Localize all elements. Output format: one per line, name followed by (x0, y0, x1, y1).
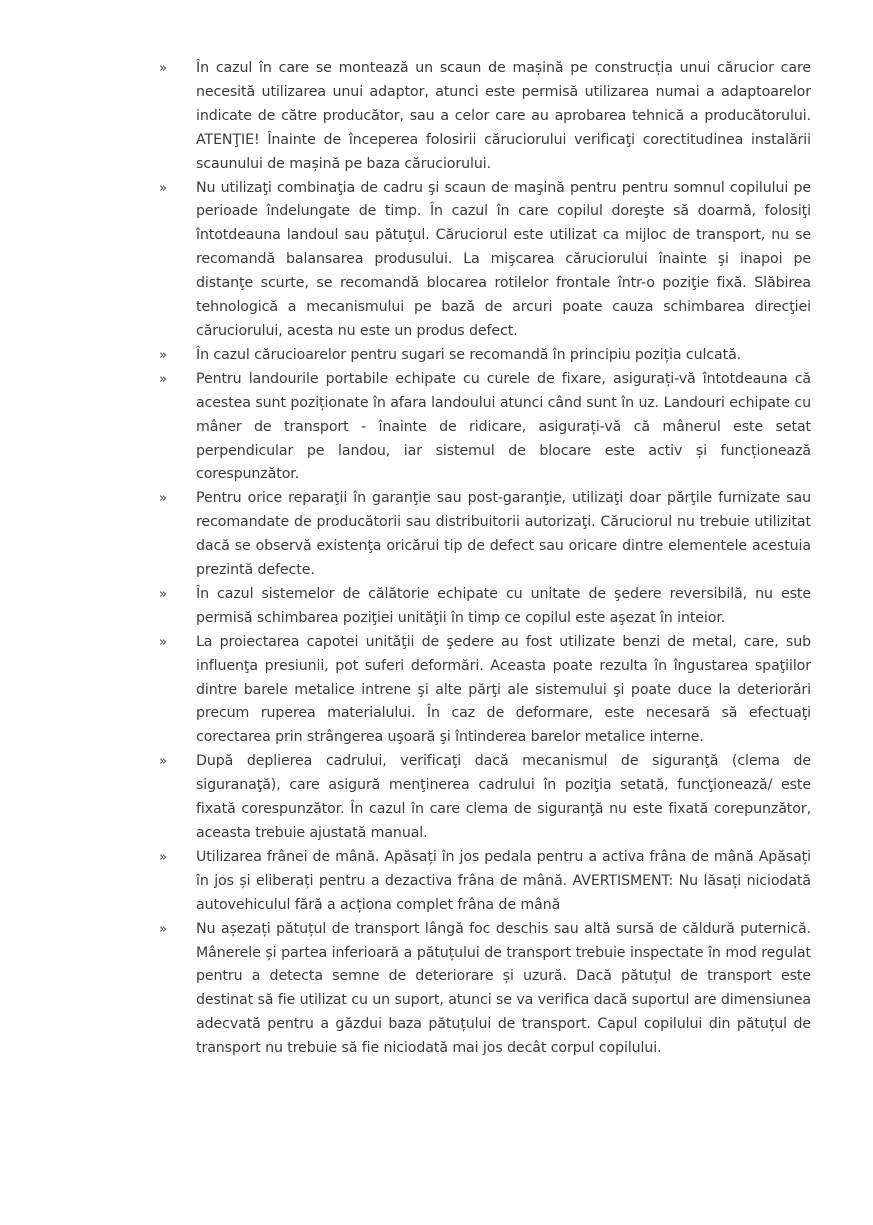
list-item-text: Pentru landourile portabile echipate cu curele de fixare, asigurați-vă întotdeauna că acestea sunt poziționate în afara landoului atunci când sunt în uz. Landouri echipate cu mâner de transport - înainte de ridicare, asigurați-vă că mânerul este setat perpendicular pe landou, iar sistemul de blocare este activ și funcționează corespunzător. (196, 370, 811, 483)
list-item (155, 918, 811, 1061)
bullet-marker: » (159, 61, 167, 76)
list-item (155, 631, 811, 751)
list-item (155, 57, 811, 177)
list-item-text: După deplierea cadrului, verificaţi dacă mecanismul de siguranţă (clema de siguranaţă), care asigură menţinerea cadrului în poziţia setată, funcţionează/ este fixată corespunzător. În cazul în care clema de siguranţă nu este fixată corepunzător, aceasta trebuie ajustată manual. (196, 753, 811, 841)
list-item-text: Utilizarea frânei de mână. Apăsați în jos pedala pentru a activa frâna de mână Apăsați în jos și eliberați pentru a dezactiva frâna de mână. AVERTISMENT: Nu lăsați niciodată autovehiculul fără a acționa complet frâna de mână (196, 848, 811, 913)
safety-instructions-list (155, 57, 811, 1061)
bullet-marker: » (159, 180, 167, 196)
bullet-marker: » (159, 347, 167, 363)
bullet-marker: » (159, 634, 167, 650)
bullet-marker: » (159, 586, 167, 602)
bullet-marker: » (159, 849, 167, 865)
list-item-text: În cazul în care se montează un scaun de mașină pe construcția unui cărucior care necesită utilizarea unui adaptor, atunci este permisă utilizarea numai a adaptoarelor indicate de către producător, sau a celor care au aprobarea tehnică a producătorului. ATENŢIE! Înainte de începerea folosirii căruciorului verificaţi corectitudinea instalării scaunului de mașină pe baza căruciorului. (196, 60, 811, 172)
list-item (155, 846, 811, 918)
list-item-text: La proiectarea capotei unităţii de şedere au fost utilizate benzi de metal, care, sub influenţa presiunii, pot suferi deformări. Aceasta poate rezulta în îngustarea spaţiilor dintre barele metalice intrene şi alte părţi ale sistemului şi poate duce la deteriorări precum ruperea materialului. În caz de deformare, este necesară să efectuaţi corectarea prin strângerea uşoară şi întinderea barelor metalice interne. (196, 633, 811, 746)
bullet-marker: » (159, 491, 167, 507)
list-item (155, 344, 811, 368)
list-item-text: Nu utilizaţi combinaţia de cadru şi scaun de maşină pentru pentru somnul copilului pe perioade îndelungate de timp. În cazul în care copilul doreşte să doarmă, folosiţi întotdeauna landoul sau pătuţul. Căruciorul este utilizat ca mijloc de transport, nu se recomandă balansarea produsului. La mişcarea căruciorului înainte şi inapoi pe distanţe scurte, se recomandă blocarea rotilelor frontale într-o poziţie fixă. Slăbirea tehnologică a mecanismului pe bază de arcuri poate cauza schimbarea direcţiei căruciorului, acesta nu este un produs defect. (196, 179, 811, 339)
list-item (155, 177, 811, 344)
bullet-marker: » (159, 754, 167, 770)
list-item-text: În cazul cărucioarelor pentru sugari se recomandă în principiu poziția culcată. (196, 346, 742, 363)
list-item-text: În cazul sistemelor de călătorie echipate cu unitate de şedere reversibilă, nu este permisă schimbarea poziţiei unităţii în timp ce copilul este aşezat în inteior. (196, 585, 811, 626)
list-item (155, 583, 811, 631)
bullet-marker: » (159, 371, 167, 387)
list-item-text: Pentru orice reparaţii în garanţie sau post-garanţie, utilizaţi doar părţile furnizate sau recomandate de producătorii sau distribuitorii autorizaţi. Căruciorul nu trebuie utilizitat dacă se observă existenţa oricărui tip de defect sau oricare dintre elementele acestuia prezintă defecte. (196, 490, 811, 579)
list-item (155, 368, 811, 488)
list-item (155, 487, 811, 583)
list-item-text: Nu așezați pătuțul de transport lângă foc deschis sau altă sursă de căldură puternică. Mânerele și partea inferioară a pătuțului de transport trebuie inspectate în mod regulat pentru a detecta semne de deteriorare și uzură. Dacă pătuțul de transport este destinat să fie utilizat cu un suport, atunci se va verifica dacă suportul are dimensiunea adecvată pentru a găzdui baza pătuțului de transport. Capul copilului din pătuțul de transport nu trebuie să fie niciodată mai jos decât corpul copilului. (196, 920, 811, 1057)
list-item (155, 750, 811, 846)
bullet-marker: » (159, 921, 167, 937)
